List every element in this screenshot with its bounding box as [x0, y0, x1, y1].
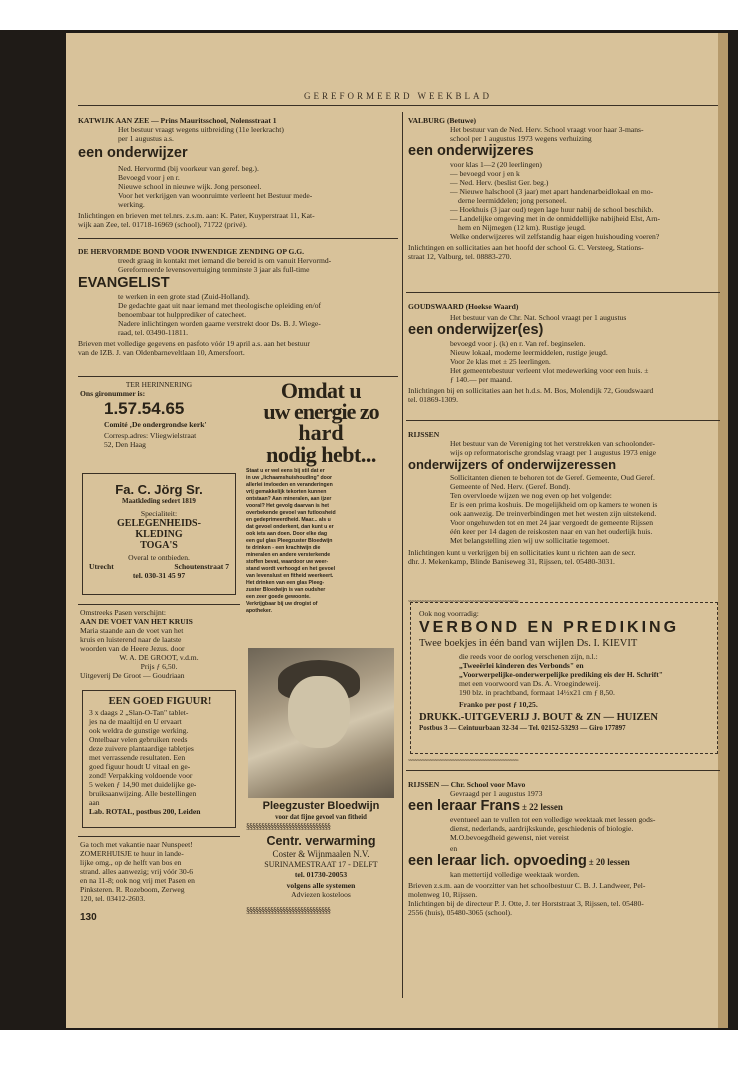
- ad-text: Schoutenstraat 7: [174, 562, 229, 571]
- photo-face: [288, 676, 350, 748]
- ad-contact: Inlichtingen bij en sollicitaties aan het h.d.s. M. Bos, Molendijk 72, Goudswaard: [408, 386, 654, 395]
- ad-text: Lab. ROTAL, postbus 200, Leiden: [89, 807, 201, 816]
- ad-title: Fa. C. Jörg Sr.: [115, 482, 203, 497]
- ad-title: een onderwijzer(es): [408, 322, 544, 338]
- ad-bond: [78, 247, 398, 357]
- ad-text: ƒ 140.— per maand.: [450, 375, 513, 384]
- ad-text: bevoegd voor j. (k) en r. Van ref. beginselen.: [450, 339, 586, 348]
- text-line: in uw „lichaamshuishouding" door: [246, 475, 333, 481]
- ad-text: Er is een prima koshuis. De mogelijkheid om op kamers te wonen is: [450, 500, 658, 509]
- ad-heading: DE HERVORMDE BOND VOOR INWENDIGE ZENDING OP G.G.: [78, 247, 305, 256]
- ad-title: EVANGELIST: [78, 275, 170, 291]
- ad-title: een onderwijzer: [78, 145, 188, 161]
- ad-text: Prijs ƒ 6,50.: [140, 662, 178, 671]
- text-line: jes na de maaltijd en U ervaart: [89, 717, 182, 726]
- ad-text: 52, Den Haag: [104, 440, 146, 449]
- text-line: Verkrijgbaar bij uw drogist of: [246, 601, 318, 607]
- ad-text: Voor het verkrijgen van woonruimte verleent het Bestuur mede-: [118, 191, 313, 200]
- text-line: een gul glas Pleegzuster Bloedwijn: [246, 538, 333, 544]
- text-line: bruiksaanwijzing. Alle bestellingen: [89, 789, 197, 798]
- ad-heading: RIJSSEN: [408, 430, 440, 439]
- divider: [406, 770, 720, 771]
- text-line: zuster Bloedwijn is van oudsher: [246, 587, 326, 593]
- ad-text: tel. 01730-20053: [294, 870, 348, 879]
- ad-title: uw energie zo: [263, 399, 379, 424]
- ad-herinnering: [80, 380, 238, 449]
- ad-text: Specialiteit:: [140, 509, 178, 518]
- ad-text: Voor ongehuwden tot en met 24 jaar vergoedt de gemeente Rijssen: [450, 518, 654, 527]
- ad-title: Omdat u: [280, 378, 362, 403]
- ad-contact: Inlichtingen kunt u verkrijgen bij en sollicitaties kunt u richten aan de secr.: [408, 548, 636, 557]
- ornament-border: ˷˷˷˷˷˷˷˷˷˷˷˷˷˷˷˷˷˷˷˷˷˷˷˷˷˷˷˷˷˷˷˷˷˷˷˷˷˷˷˷˷˷˷˷˷˷˷˷˷˷˷˷˷˷˷˷˷˷˷˷˷˷˷˷˷˷: [408, 593, 518, 602]
- ad-text: Ten overvloede wijzen we nog even op het volgende:: [450, 491, 612, 500]
- text-line: en gedeprimeerdheid. Maar... als u: [246, 517, 331, 523]
- ad-contact: wijk aan Zee, tel. 01718-16969 (school), 71722 (privé).: [78, 220, 247, 229]
- divider: [78, 604, 240, 605]
- ad-heading: KATWIJK AAN ZEE — Prins Mauritsschool, Nolensstraat 1: [78, 116, 277, 125]
- ad-text: dienst, nederlands, aardrijkskunde, geschiedenis of biologie.: [450, 824, 634, 833]
- ad-text: Corresp.adres: Vliegwielstraat: [104, 431, 197, 440]
- ad-rijssen: [408, 430, 720, 566]
- ad-heading: GOUDSWAARD (Hoekse Waard): [408, 302, 519, 311]
- text-line: van levenslust en fitheid weerkeert.: [246, 573, 334, 579]
- text-line: ontstaan? Aan mineralen, aan ijzer: [246, 496, 332, 502]
- product-name: Pleegzuster Bloedwijn: [262, 800, 380, 812]
- bloedwijn-footer: [246, 800, 396, 822]
- ad-text: Twee boekjes in één band van wijlen Ds. I. KIEVIT: [419, 638, 638, 649]
- ad-contact: van de IZB. J. van Oldenbarneveltlaan 10, Amersfoort.: [78, 348, 245, 357]
- ad-text: Postbus 3 — Ceintuurbaan 32-34 — Tel. 02152-53293 — Giro 177897: [419, 724, 626, 732]
- text-line: 3 x daags 2 „Slan-O-Tan" tablet-: [89, 708, 189, 717]
- ad-text: Nieuwe school in nieuwe wijk. Jong personeel.: [118, 182, 262, 191]
- text-line: mineralen en andere versterkende: [246, 552, 331, 558]
- ad-text: TOGA'S: [140, 540, 178, 551]
- ad-title: onderwijzers of onderwijzeressen: [408, 457, 617, 472]
- ad-contact: Brieven z.s.m. aan de voorzitter van het schoolbestuur C. B. J. Landweer, Pel-: [408, 881, 646, 890]
- ad-text: voor dat fijne gevoel van fitheid: [275, 814, 367, 821]
- ad-text: Nadere inlichtingen worden gaarne verstrekt door Ds. B. J. Wiege-: [118, 319, 321, 328]
- ad-valburg: [408, 116, 720, 261]
- ad-text: DRUKK.-UITGEVERIJ J. BOUT & ZN — HUIZEN: [419, 712, 659, 723]
- ad-pasen: [80, 608, 238, 680]
- text-line: apotheker.: [246, 608, 272, 614]
- ad-text: Gereformeerde levensovertuiging tenminste 3 jaar als full-time: [118, 265, 310, 274]
- page-number: 130: [80, 912, 97, 923]
- text-line: 5 weken ƒ 14,90 met duidelijke ge-: [89, 780, 197, 789]
- ad-text: school per 1 augustus 1973 wegens verhuizing: [450, 134, 592, 143]
- ad-contact: Inlichtingen en sollicitaties aan het hoofd der school G. C. Versteeg, Stations-: [408, 243, 644, 252]
- ad-title: een leraar Frans: [408, 798, 521, 814]
- ad-text: — Hoekhuis (3 jaar oud) tegen lage huur nabij de school beschikb.: [450, 205, 654, 214]
- ad-text: M.O.bevoegdheid gewenst, niet vereist: [450, 833, 569, 842]
- lesson-count: ± 22 lessen: [521, 802, 563, 812]
- ad-text: Bevoegd voor j en r.: [118, 173, 180, 182]
- text-line: strand. alles aanwezig; vrij vóór 30-6: [80, 867, 194, 876]
- ad-contact: molenweg 10, Rijssen.: [408, 890, 478, 899]
- ad-text: Het bestuur van de Chr. Nat. School vraagt per 1 augustus: [450, 313, 627, 322]
- ad-katwijk: [78, 116, 398, 229]
- ad-contact: 2556 (huis), 05480-3065 (school).: [408, 908, 512, 917]
- ad-text: Het bestuur van de Ned. Herv. School vraagt voor haar 3-mans-: [450, 125, 644, 134]
- ad-title: EEN GOED FIGUUR!: [108, 696, 212, 707]
- ad-body: [246, 468, 396, 615]
- text-line: allerlei invloeden en veranderingen: [246, 482, 333, 488]
- ad-text: eventueel aan te vullen tot een volledige weektaak met lessen gods-: [450, 815, 656, 824]
- page-header: GEREFORMEERD WEEKBLAD: [303, 91, 493, 101]
- ad-text: Maatkleding sedert 1819: [122, 497, 196, 505]
- ad-text: treedt graag in kontakt met iemand die bereid is om vanuit Hervormd-: [118, 256, 332, 265]
- ad-text: Ned. Hervormd (bij voorkeur van geref. beg.).: [118, 164, 259, 173]
- ad-text: Ons gironummer is:: [80, 389, 146, 398]
- divider: [406, 420, 720, 421]
- ornament-border: ˷˷˷˷˷˷˷˷˷˷˷˷˷˷˷˷˷˷˷˷˷˷˷˷˷˷˷˷˷˷˷˷˷˷˷˷˷˷˷˷˷˷˷˷˷˷˷˷˷˷˷˷˷˷˷˷˷˷˷˷˷˷˷˷˷˷: [408, 752, 518, 761]
- ad-text: Het bestuur vraagt wegens uitbreiding (11e leerkracht): [118, 125, 284, 134]
- ad-text: — Nieuwe halschool (3 jaar) met apart handenarbeidlokaal en mo-: [450, 187, 654, 196]
- ad-heading: TER HERINNERING: [125, 380, 193, 389]
- ad-text: — Landelijke omgeving met in de onmiddellijke nabijheid Elst, Arn-: [450, 214, 661, 223]
- ad-contact: dhr. J. Mekenkamp, Blinde Baniseweg 31, Rijssen, tel. 05480-3031.: [408, 557, 615, 566]
- ad-text: met een voorwoord van Ds. A. Vroegindeweij.: [459, 679, 601, 688]
- giro-number: 1.57.54.65: [104, 399, 185, 418]
- ad-text: KLEDING: [135, 529, 183, 540]
- ad-text: Het bestuur van de Vereniging tot het verstrekken van schoolonder-: [450, 439, 655, 448]
- ad-text: Welke onderwijzeres wil zelfstandig haar eigen huishouding voeren?: [450, 232, 660, 241]
- ad-text: — Ned. Herv. (beslist Ger. beg.): [450, 178, 549, 187]
- ad-text: volgens alle systemen: [286, 881, 356, 890]
- ad-text: W. A. DE GROOT, v.d.m.: [119, 653, 199, 662]
- column-divider: [402, 112, 403, 998]
- ad-contact: tel. 01869-1309.: [408, 395, 458, 404]
- text-line: ook weldra de gunstige werking.: [89, 726, 189, 735]
- ad-title: een onderwijzeres: [408, 143, 534, 159]
- ad-text: Sollicitanten dienen te behoren tot de Geref. Gemeente, Oud Geref.: [450, 473, 655, 482]
- ad-contact: Brieven met volledige gegevens en pasfoto vóór 19 april a.s. aan het bestuur: [78, 339, 310, 348]
- ad-text: één keer per 14 dagen de reiskosten naar en van het ouderlijk huis.: [450, 527, 653, 536]
- ad-verbond: [410, 602, 718, 754]
- ad-text: voor klas 1—2 (20 leerlingen): [450, 160, 542, 169]
- ad-text: die reeds voor de oorlog verschenen zijn, n.l.:: [459, 652, 598, 661]
- ad-text: Het gemeentebestuur verleent vlot medewerking voor een huis. ±: [450, 366, 649, 375]
- ad-rijssen-mavo: [408, 780, 720, 917]
- text-line: met verrassende resultaten. Een: [89, 753, 186, 762]
- text-line: Ga toch met vakantie naar Nunspeet!: [80, 840, 193, 849]
- ad-text: Coster & Wijnmaalen N.V.: [272, 849, 370, 859]
- ad-text: kan mettertijd volledige weektaak worden.: [450, 870, 580, 879]
- text-line: vooral? Het gevolg daarvan is het: [246, 503, 330, 509]
- text-line: te drinken - een krachtwijn die: [246, 545, 321, 551]
- ad-contact: Inlichtingen bij de directeur P. J. Otte, J. ter Horststraat 3, Rijssen, tel. 05480-: [408, 899, 644, 908]
- ad-body: [80, 840, 238, 903]
- ad-text: te werken in een grote stad (Zuid-Holland).: [118, 292, 250, 301]
- ad-title: Centr. verwarming: [266, 834, 376, 848]
- ad-figuur: [82, 690, 236, 828]
- ad-text: „Voorwerpelijke-onderwerpelijke prediking eis der H. Schrift": [459, 670, 664, 679]
- divider: [78, 238, 398, 239]
- text-line: Staat u er wel eens bij stil dat er: [246, 468, 325, 474]
- text-line: een zeer goede gewoonte.: [246, 594, 311, 600]
- ad-nunspeet: [80, 840, 238, 903]
- header-rule: [78, 105, 718, 106]
- ad-verwarming: [246, 834, 396, 899]
- ad-text: Maria staande aan de voet van het: [80, 626, 184, 635]
- ad-text: Gevraagd per 1 augustus 1973: [450, 789, 543, 798]
- ad-jorg: [82, 473, 236, 595]
- woman-photo: [248, 648, 394, 798]
- text-line: stoffen bevat, waardoor uw weer-: [246, 559, 329, 565]
- ad-title: een leraar lich. opvoeding: [408, 853, 587, 869]
- ad-text: hem en Nijmegen (12 km). Rustige jeugd.: [458, 223, 586, 232]
- ad-text: GELEGENHEIDS-: [117, 518, 201, 529]
- text-line: lijke omg., op de helft van bos en: [80, 858, 182, 867]
- ornament-border: §§§§§§§§§§§§§§§§§§§§§§§§§§§§: [246, 906, 330, 915]
- ad-heading: VALBURG (Betuwe): [408, 116, 476, 125]
- ad-text: per 1 augustus a.s.: [118, 134, 174, 143]
- ad-text: 190 blz. in prachtband, formaat 14½x21 cm ƒ 8,50.: [459, 688, 615, 697]
- ad-text: en: [450, 844, 458, 853]
- ad-text: kruis en luisterend naar de laatste: [80, 635, 182, 644]
- ad-title: VERBOND EN PREDIKING: [419, 619, 680, 636]
- text-line: zond! Verpakking voldoende voor: [89, 771, 193, 780]
- ad-text: Met belangstelling zien wij uw sollicitatie tegemoet.: [450, 536, 610, 545]
- ad-text: De gedachte gaat uit naar iemand met theologische opleiding en/of: [118, 301, 322, 310]
- lesson-count: ± 20 lessen: [588, 857, 630, 867]
- divider: [78, 376, 398, 377]
- ad-text: benoembaar tot hulpprediker of catecheet.: [118, 310, 246, 319]
- text-line: 120, tel. 03412-2603.: [80, 894, 146, 903]
- text-line: ZOMERHUISJE te huur in lande-: [80, 849, 184, 858]
- text-line: ook iets aan doen. Door elke dag: [246, 531, 328, 537]
- ad-text: Gemeente of Ned. Herv. (Geref. Bond).: [450, 482, 571, 491]
- ad-text: Uitgeverij De Groot — Goudriaan: [80, 671, 185, 680]
- ad-text: Nieuw lokaal, moderne leermiddelen, rustige jeugd.: [450, 348, 608, 357]
- text-line: overbekende gevoel van futloosheid: [246, 510, 336, 516]
- text-line: goed figuur houdt U vitaal en ge-: [89, 762, 191, 771]
- ad-text: wijs op reformatorische grondslag vraagt per 1 augustus 1973 enige: [450, 448, 657, 457]
- ad-text: Ook nog voorradig:: [419, 609, 479, 618]
- text-line: aan: [89, 798, 100, 807]
- ad-text: tel. 030-31 45 97: [132, 571, 186, 580]
- ad-bloedwijn: [246, 380, 396, 615]
- ad-goudswaard: [408, 302, 720, 404]
- ad-contact: straat 12, Valburg, tel. 08883-270.: [408, 252, 512, 261]
- ad-text: SURINAMESTRAAT 17 - DELFT: [264, 860, 378, 869]
- ad-text: Comité ‚De ondergrondse kerk': [104, 420, 207, 429]
- ad-text: raad, tel. 03490-11811.: [118, 328, 189, 337]
- text-line: en na 11-8; ook nog vrij met Pasen en: [80, 876, 195, 885]
- ornament-border: §§§§§§§§§§§§§§§§§§§§§§§§§§§§: [246, 822, 330, 831]
- ad-title: hard: [298, 420, 344, 445]
- ad-title: nodig hebt...: [266, 442, 376, 467]
- ad-text: werking.: [118, 200, 145, 209]
- ad-text: Franko per post ƒ 10,25.: [459, 700, 538, 709]
- ad-text: „Tweeërlei kinderen des Verbonds" en: [459, 661, 584, 670]
- ad-text: Utrecht: [89, 562, 114, 571]
- ad-text: ook aanwezig. De treinverbindingen met het westen zijn uitstekend.: [450, 509, 657, 518]
- divider: [78, 836, 240, 837]
- ad-text: woorden van de Heere Jezus. door: [80, 644, 185, 653]
- ad-heading: RIJSSEN — Chr. School voor Mavo: [408, 780, 526, 789]
- ad-text: Overal te ontbieden.: [128, 553, 190, 562]
- ad-body: [89, 708, 231, 807]
- ad-text: derne leermiddelen; jong personeel.: [458, 196, 567, 205]
- divider: [406, 292, 720, 293]
- text-line: stand wordt verhoogd en het gevoel: [246, 566, 336, 572]
- text-line: deze zuivere plantaardige tabletjes: [89, 744, 194, 753]
- text-line: Ontelbaar velen gebruiken reeds: [89, 735, 188, 744]
- ad-title: AAN DE VOET VAN HET KRUIS: [80, 617, 193, 626]
- text-line: Het drinken van een glas Pleeg-: [246, 580, 325, 586]
- ad-text: — bevoegd voor j en k: [450, 169, 520, 178]
- ad-text: Voor 2e klas met ± 25 leerlingen.: [450, 357, 551, 366]
- text-line: dat gevoel onderkent, dan kunt u er: [246, 524, 334, 530]
- ad-text: Adviezen kosteloos: [291, 890, 351, 899]
- ad-text: Omstreeks Pasen verschijnt:: [80, 608, 167, 617]
- text-line: Pinksteren. R. Rozeboom, Zerweg: [80, 885, 185, 894]
- ad-contact: Inlichtingen en brieven met tel.nrs. z.s.m. aan: K. Pater, Kuyperstraat 11, Kat-: [78, 211, 315, 220]
- text-line: vrij gemakkelijk tekorten kunnen: [246, 489, 327, 495]
